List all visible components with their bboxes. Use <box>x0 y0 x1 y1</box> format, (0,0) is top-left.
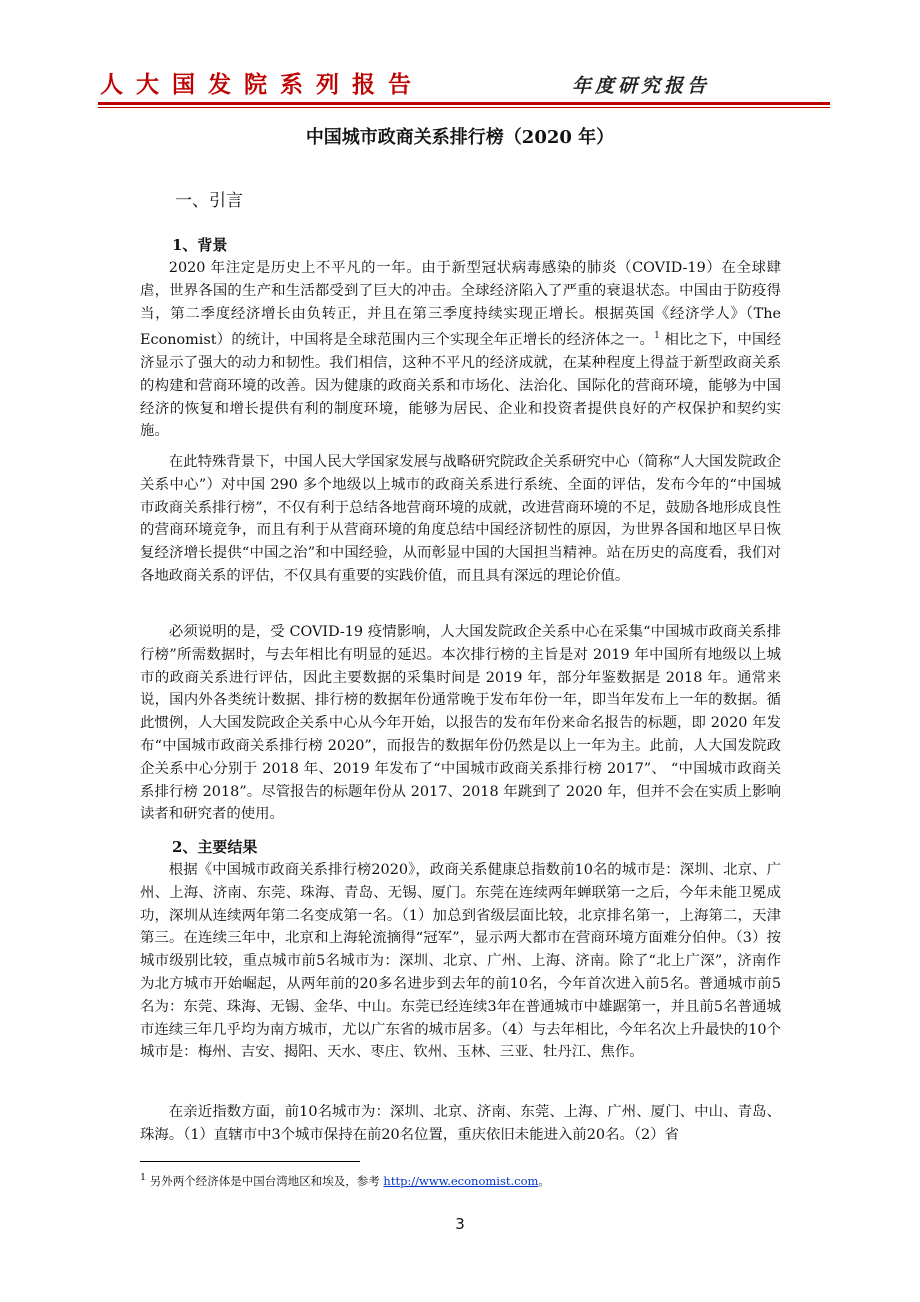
report-series-title: 人大国发院系列报告 <box>100 72 424 98</box>
header-rule-thin <box>98 107 830 108</box>
subsection-heading-background: 1、背景 <box>172 236 228 254</box>
paragraph-results-1: 根据《中国城市政商关系排行榜2020》，政商关系健康总指数前10名的城市是：深圳、北京、广州、上海、济南、东莞、珠海、青岛、无锡、厦门。东莞在连续两年蝉联第一之后，今年未能卫冕成功，深圳从连续两年第二名变成第一名。（1）加总到省级层面比较，北京排名第一，上海第二，天津第三。在连续三年中，北京和上海轮流摘得“冠军”，显示两大都市在营商环境方面难分伯仲。（3）按城市级别比较，重点城市前5名城市为：深圳、北京、广州、上海、济南。除了“北上广深”，济南作为北方城市开始崛起，从两年前的20多名进步到去年的前10名，今年首次进入前5名。普通城市前5名为：东莞、珠海、无锡、金华、中山。东莞已经连续3年在普通城市中雄踞第一，并且前5名普通城市连续三年几乎均为南方城市，尤以广东省的城市居多。（4）与去年相比，今年名次上升最快的10个城市是：梅州、吉安、揭阳、天水、枣庄、钦州、玉林、三亚、牡丹江、焦作。 <box>140 862 781 1061</box>
footnote-divider <box>140 1161 360 1162</box>
footnote-number: 1 <box>140 1172 147 1183</box>
footnote-text: 另外两个经济体是中国台湾地区和埃及，参考 <box>146 1173 384 1188</box>
page-number: 3 <box>455 1215 465 1233</box>
footnote <box>140 1172 550 1189</box>
document-title: 中国城市政商关系排行榜（2020 年） <box>305 127 615 148</box>
paragraph-background-1 <box>140 257 781 443</box>
footnote-end: 。 <box>538 1173 550 1188</box>
footnote-link[interactable]: http://www.economist.com <box>383 1173 539 1188</box>
subsection-heading-main-results: 2、主要结果 <box>172 838 258 856</box>
footnote-reference[interactable]: 1 <box>654 331 660 342</box>
report-type-label: 年度研究报告 <box>572 75 711 97</box>
paragraph-background-1-text-a: 2020 年注定是历史上不平凡的一年。由于新型冠状病毒感染的肺炎（COVID-19）在全球肆虐，世界各国的生产和生活都受到了巨大的冲击。全球经济陷入了严重的衰退状态。中国由于防疫得当，第二季度经济增长由负转正，并且在第三季度持续实现正增长。根据英国《经济学人》（The Economist）的统计，中国将是全球范围内三个实现全年正增长的经济体之一。 <box>140 260 781 349</box>
paragraph-background-2: 在此特殊背景下，中国人民大学国家发展与战略研究院政企关系研究中心（简称“人大国发院政企关系中心”）对中国 290 多个地级以上城市的政商关系进行系统、全面的评估，发布今年的“中国城市政商关系排行榜”，不仅有利于总结各地营商环境的成就，改进营商环境的不足，鼓励各地形成良性的营商环境竞争，而且有利于从营商环境的角度总结中国经济韧性的原因，为世界各国和地区早日恢复经济增长提供“中国之治”和中国经验，从而彰显中国的大国担当精神。站在历史的高度看，我们对各地政商关系的评估，不仅具有重要的实践价值，而且具有深远的理论价值。 <box>140 454 781 584</box>
header-rule-thick <box>98 102 830 105</box>
paragraph-results-2: 在亲近指数方面，前10名城市为：深圳、北京、济南、东莞、上海、广州、厦门、中山、青岛、珠海。（1）直辖市中3个城市保持在前20名位置，重庆依旧未能进入前20名。（2）省 <box>140 1104 781 1143</box>
paragraph-background-3: 必须说明的是，受 COVID-19 疫情影响，人大国发院政企关系中心在采集“中国城市政商关系排行榜”所需数据时，与去年相比有明显的延迟。本次排行榜的主旨是对 2019 年中国所有地级以上城市的政商关系进行评估，因此主要数据的采集时间是 2019 年，部分年鉴数据是 2018 年。通常来说，国内外各类统计数据、排行榜的数据年份通常晚于发布年份一年，即当年发布上一年的数据。循此惯例，人大国发院政企关系中心从今年开始，以报告的发布年份来命名报告的标题，即 2020 年发布“中国城市政商关系排行榜 2020”，而报告的数据年份仍然是以上一年为主。此前，人大国发院政企关系中心分别于 2018 年、2019 年发布了“中国城市政商关系排行榜 2017”、 “中国城市政商关系排行榜 2018”。尽管报告的标题年份从 2017、2018 年跳到了 2020 年，但并不会在实质上影响读者和研究者的使用。 <box>140 624 781 823</box>
paragraph-background-1-text-b: 相比之下，中国经济显示了强大的动力和韧性。我们相信，这种不平凡的经济成就，在某种程度上得益于新型政商关系的构建和营商环境的改善。因为健康的政商关系和市场化、法治化、国际化的营商环境，能够为中国经济的恢复和增长提供有利的制度环境，能够为居民、企业和投资者提供良好的产权保护和契约实施。 <box>140 332 781 440</box>
section-heading-introduction: 一、引言 <box>175 191 243 211</box>
